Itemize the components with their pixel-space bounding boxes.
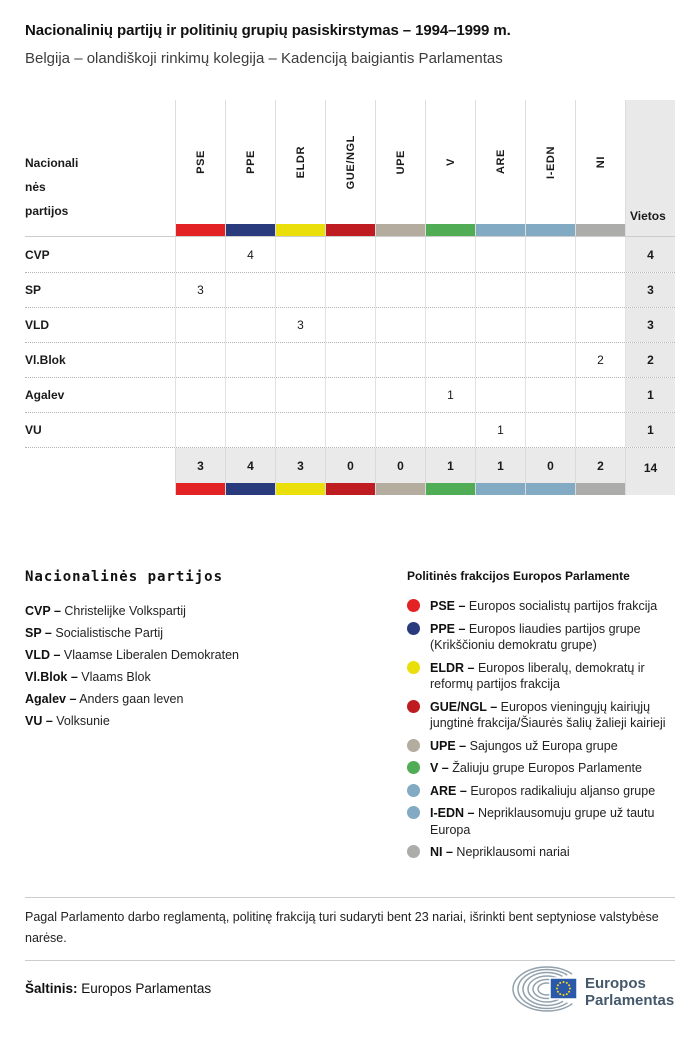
table-cell bbox=[375, 273, 425, 307]
column-label: V bbox=[444, 158, 457, 166]
legend-item bbox=[407, 783, 675, 800]
corner-line: Nacionali bbox=[25, 156, 79, 170]
group-name: Europos vieningųjų kairiųjų jungtinė frakcija/Šiaurės šalių žalieji kairieji bbox=[430, 699, 666, 730]
table-cell bbox=[525, 273, 575, 307]
table-cell bbox=[525, 308, 575, 342]
table-cell: 3 bbox=[275, 308, 325, 342]
table-row bbox=[25, 272, 675, 307]
total-cell bbox=[325, 448, 375, 495]
table-cell bbox=[175, 343, 225, 377]
total-value: 0 bbox=[547, 458, 554, 473]
legend-item bbox=[407, 598, 675, 615]
seats-cell: 2 bbox=[625, 343, 675, 377]
party-name: Anders gaan leven bbox=[79, 692, 184, 706]
group-color-bar bbox=[476, 224, 525, 236]
table-cell bbox=[425, 273, 475, 307]
total-cell bbox=[575, 448, 625, 495]
table-cell bbox=[475, 343, 525, 377]
group-description bbox=[430, 621, 675, 654]
table-cell bbox=[275, 343, 325, 377]
group-abbr: PPE – bbox=[430, 621, 466, 636]
legend-item bbox=[407, 621, 675, 654]
table-cell bbox=[275, 237, 325, 272]
political-groups-legend bbox=[407, 569, 675, 867]
national-parties-legend-title: Nacionalinės partijos bbox=[25, 569, 224, 585]
table-cell bbox=[425, 413, 475, 447]
table-cell bbox=[325, 237, 375, 272]
table-cell bbox=[525, 237, 575, 272]
seats-column-header: Vietos bbox=[625, 100, 675, 236]
table-cell bbox=[375, 413, 425, 447]
totals-empty-cell bbox=[25, 448, 175, 495]
group-name: Sajungos už Europa grupe bbox=[469, 738, 618, 753]
party-label: SP bbox=[25, 283, 42, 297]
party-label: Agalev bbox=[25, 388, 65, 402]
table-cell: 1 bbox=[425, 378, 475, 412]
legend-item bbox=[407, 805, 675, 838]
group-color-bar bbox=[176, 483, 225, 495]
table-cell bbox=[375, 308, 425, 342]
group-color-bar bbox=[426, 483, 475, 495]
table-cell bbox=[375, 237, 425, 272]
total-value: 1 bbox=[497, 458, 504, 473]
group-abbr: UPE – bbox=[430, 738, 467, 753]
column-header-i-edn bbox=[525, 100, 575, 236]
party-name: Christelijke Volkspartij bbox=[64, 604, 186, 618]
table-header-row bbox=[25, 100, 675, 237]
total-cell bbox=[375, 448, 425, 495]
legend-item bbox=[407, 738, 675, 755]
party-label: Vl.Blok bbox=[25, 353, 66, 367]
group-abbr: I-EDN – bbox=[430, 806, 475, 820]
logo-text-line1: Europos bbox=[585, 974, 646, 992]
group-abbr: GUE/NGL – bbox=[430, 699, 498, 714]
total-value: 0 bbox=[397, 458, 404, 473]
total-cell bbox=[275, 448, 325, 495]
legends-section bbox=[25, 569, 675, 867]
legend-item bbox=[25, 688, 407, 710]
corner-line: nės bbox=[25, 180, 46, 194]
total-value: 4 bbox=[247, 458, 254, 473]
column-header-upe bbox=[375, 100, 425, 236]
table-cell bbox=[375, 378, 425, 412]
total-seats-cell: 14 bbox=[625, 448, 675, 495]
group-color-dot bbox=[407, 845, 420, 858]
table-cell bbox=[475, 378, 525, 412]
column-header-eldr bbox=[275, 100, 325, 236]
group-color-dot bbox=[407, 806, 420, 819]
footnote: Pagal Parlamento darbo reglamentą, politinę frakciją turi sudaryti bent 23 nariai, išrinkti bent septyniose valstybėse narėse. bbox=[25, 909, 659, 945]
divider bbox=[25, 960, 675, 961]
table-row bbox=[25, 342, 675, 377]
table-cell bbox=[475, 273, 525, 307]
column-label: NI bbox=[594, 155, 607, 169]
party-abbr: VLD – bbox=[25, 648, 61, 662]
group-name: Žaliuju grupe Europos Parlamente bbox=[452, 761, 642, 775]
column-label: ELDR bbox=[294, 145, 307, 179]
seats-cell: 1 bbox=[625, 413, 675, 447]
table-cell bbox=[275, 378, 325, 412]
legend-item bbox=[25, 666, 407, 688]
seats-cell: 3 bbox=[625, 308, 675, 342]
table-cell bbox=[325, 273, 375, 307]
group-color-bar bbox=[576, 224, 625, 236]
table-cell bbox=[225, 273, 275, 307]
column-header-pse bbox=[175, 100, 225, 236]
column-label: GUE/NGL bbox=[344, 134, 357, 190]
results-table bbox=[25, 100, 675, 495]
table-row bbox=[25, 237, 675, 272]
table-cell bbox=[175, 237, 225, 272]
table-cell bbox=[225, 343, 275, 377]
total-cell bbox=[475, 448, 525, 495]
column-label: I-EDN bbox=[544, 145, 557, 179]
legend-item bbox=[25, 622, 407, 644]
party-abbr: CVP – bbox=[25, 604, 61, 618]
table-cell bbox=[575, 237, 625, 272]
legend-item bbox=[407, 844, 675, 861]
legend-item bbox=[25, 644, 407, 666]
legend-item bbox=[25, 600, 407, 622]
source-label: Šaltinis: bbox=[25, 981, 78, 996]
group-color-bar bbox=[426, 224, 475, 236]
column-label: UPE bbox=[394, 149, 407, 175]
group-description bbox=[430, 738, 618, 755]
table-cell bbox=[325, 378, 375, 412]
national-parties-legend bbox=[25, 569, 407, 867]
table-cell bbox=[575, 413, 625, 447]
divider bbox=[25, 897, 675, 898]
table-cell bbox=[275, 273, 325, 307]
group-name: Europos socialistų partijos frakcija bbox=[468, 599, 658, 613]
table-cell: 2 bbox=[575, 343, 625, 377]
group-color-bar bbox=[476, 483, 525, 495]
group-abbr: PSE – bbox=[430, 599, 466, 613]
table-cell bbox=[175, 378, 225, 412]
group-color-bar bbox=[276, 483, 325, 495]
group-color-dot bbox=[407, 700, 420, 713]
table-cell bbox=[325, 343, 375, 377]
seats-cell: 1 bbox=[625, 378, 675, 412]
seats-cell: 3 bbox=[625, 273, 675, 307]
table-row bbox=[25, 377, 675, 412]
table-cell bbox=[375, 343, 425, 377]
party-abbr: SP – bbox=[25, 626, 52, 640]
table-cell bbox=[525, 343, 575, 377]
party-label: VU bbox=[25, 423, 42, 437]
group-color-bar bbox=[376, 224, 425, 236]
table-cell bbox=[275, 413, 325, 447]
table-cell bbox=[225, 378, 275, 412]
group-color-bar bbox=[326, 224, 375, 236]
party-abbr: Agalev – bbox=[25, 692, 77, 706]
table-cell bbox=[475, 308, 525, 342]
group-description bbox=[430, 598, 657, 615]
group-description bbox=[430, 783, 655, 800]
party-name: Vlaamse Liberalen Demokraten bbox=[63, 648, 240, 662]
column-label: PPE bbox=[244, 150, 257, 174]
column-header-ppe bbox=[225, 100, 275, 236]
group-description bbox=[430, 660, 675, 693]
source-text bbox=[25, 981, 211, 996]
seats-cell: 4 bbox=[625, 237, 675, 272]
party-label: CVP bbox=[25, 247, 50, 262]
logo-text-line2: Parlamentas bbox=[585, 991, 675, 1009]
group-name: Europos liberalų, demokratų ir reformų partijos frakcija bbox=[430, 660, 645, 691]
column-label: PSE bbox=[194, 150, 207, 174]
table-cell bbox=[575, 273, 625, 307]
group-color-bar bbox=[226, 224, 275, 236]
group-color-bar bbox=[526, 483, 575, 495]
total-value: 3 bbox=[197, 458, 204, 473]
table-cell bbox=[425, 237, 475, 272]
table-cell bbox=[325, 308, 375, 342]
table-totals-row bbox=[25, 447, 675, 495]
column-header-gue-ngl bbox=[325, 100, 375, 236]
table-row bbox=[25, 307, 675, 342]
group-color-bar bbox=[276, 224, 325, 236]
table-cell bbox=[175, 308, 225, 342]
party-name: Vlaams Blok bbox=[81, 670, 151, 684]
total-value: 2 bbox=[597, 458, 604, 473]
corner-line: partijos bbox=[25, 204, 69, 218]
total-cell bbox=[525, 448, 575, 495]
table-cell bbox=[525, 378, 575, 412]
column-header-v bbox=[425, 100, 475, 236]
group-name: Nepriklausomuju grupe už tautu Europa bbox=[430, 806, 655, 837]
group-description bbox=[430, 699, 675, 732]
table-cell: 3 bbox=[175, 273, 225, 307]
total-cell bbox=[225, 448, 275, 495]
political-groups-legend-title: Politinės frakcijos Europos Parlamente bbox=[407, 569, 630, 583]
group-color-bar bbox=[526, 224, 575, 236]
group-color-bar bbox=[376, 483, 425, 495]
group-description bbox=[430, 844, 570, 861]
table-corner-label bbox=[25, 100, 175, 236]
group-color-bar bbox=[226, 483, 275, 495]
party-label: VLD bbox=[25, 318, 49, 332]
group-color-bar bbox=[176, 224, 225, 236]
group-description bbox=[430, 760, 642, 777]
total-cell bbox=[425, 448, 475, 495]
party-name: Socialistische Partij bbox=[55, 626, 164, 640]
group-name: Nepriklausomi nariai bbox=[456, 845, 570, 859]
total-value: 0 bbox=[347, 458, 354, 473]
party-name: Volksunie bbox=[56, 714, 110, 728]
table-cell: 1 bbox=[475, 413, 525, 447]
group-abbr: NI – bbox=[430, 845, 453, 859]
table-cell bbox=[225, 413, 275, 447]
legend-item bbox=[25, 710, 407, 732]
column-header-are bbox=[475, 100, 525, 236]
table-row bbox=[25, 412, 675, 447]
table-cell bbox=[175, 413, 225, 447]
total-cell bbox=[175, 448, 225, 495]
legend-item bbox=[407, 699, 675, 732]
total-value: 1 bbox=[447, 458, 454, 473]
group-color-dot bbox=[407, 761, 420, 774]
page-subtitle: Belgija – olandiškoji rinkimų kolegija – Kadenciją baigiantis Parlamentas bbox=[25, 50, 503, 67]
group-abbr: V – bbox=[430, 761, 449, 775]
group-color-bar bbox=[326, 483, 375, 495]
group-abbr: ARE – bbox=[430, 783, 467, 798]
table-cell bbox=[575, 378, 625, 412]
total-value: 3 bbox=[297, 458, 304, 473]
party-abbr: VU – bbox=[25, 714, 53, 728]
table-cell bbox=[525, 413, 575, 447]
table-cell bbox=[225, 308, 275, 342]
table-cell bbox=[425, 343, 475, 377]
source-row bbox=[25, 966, 675, 1012]
table-cell: 4 bbox=[225, 237, 275, 272]
column-label: ARE bbox=[494, 149, 507, 175]
group-name: Europos radikaliuju aljanso grupe bbox=[470, 783, 656, 798]
group-color-dot bbox=[407, 739, 420, 752]
table-cell bbox=[425, 308, 475, 342]
group-color-bar bbox=[576, 483, 625, 495]
page-title: Nacionalinių partijų ir politinių grupių pasiskirstymas – 1994–1999 m. bbox=[25, 22, 511, 39]
table-cell bbox=[325, 413, 375, 447]
column-header-ni bbox=[575, 100, 625, 236]
group-name: Europos liaudies partijos grupe (Krikščioniu demokratu grupe) bbox=[430, 621, 641, 652]
group-description bbox=[430, 805, 675, 838]
group-abbr: ELDR – bbox=[430, 660, 475, 675]
european-parliament-logo bbox=[507, 966, 675, 1012]
legend-item bbox=[407, 760, 675, 777]
legend-item bbox=[407, 660, 675, 693]
group-color-dot bbox=[407, 661, 420, 674]
group-color-dot bbox=[407, 599, 420, 612]
table-cell bbox=[575, 308, 625, 342]
group-color-dot bbox=[407, 622, 420, 635]
table-cell bbox=[475, 237, 525, 272]
source-value: Europos Parlamentas bbox=[81, 981, 212, 996]
party-abbr: Vl.Blok – bbox=[25, 670, 78, 684]
group-color-dot bbox=[407, 784, 420, 797]
